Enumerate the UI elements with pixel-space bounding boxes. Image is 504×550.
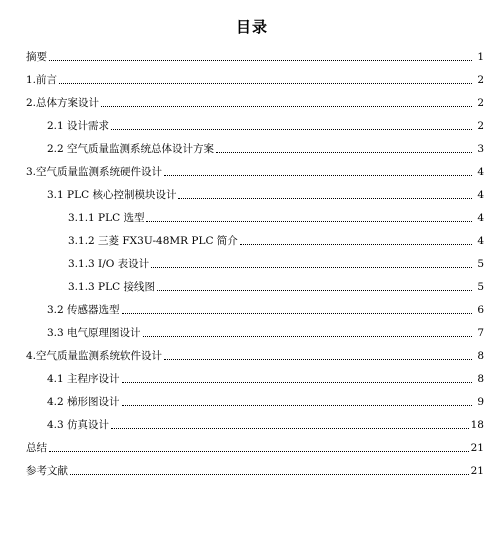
toc-entry[interactable] <box>47 391 484 409</box>
toc-entry-text: 4.3 仿真设计 <box>47 419 110 431</box>
toc-entry-page: 7 <box>477 327 484 339</box>
toc-entry[interactable] <box>26 161 484 179</box>
toc-entry-page: 8 <box>477 373 484 385</box>
toc-entry-page: 2 <box>477 97 484 109</box>
toc-entry[interactable] <box>68 230 484 248</box>
toc-entry-text: 2.2 空气质量监测系统总体设计方案 <box>47 143 215 155</box>
toc-entry[interactable] <box>68 276 484 294</box>
toc-entry[interactable] <box>47 138 484 156</box>
toc-entry-page: 1 <box>477 51 484 63</box>
toc-entry-text: 4.2 梯形图设计 <box>47 396 120 408</box>
toc-entry-text: 3.空气质量监测系统硬件设计 <box>26 166 163 178</box>
toc-entry-text: 3.1 PLC 核心控制模块设计 <box>47 189 177 201</box>
toc-entry-text: 参考文献 <box>26 465 68 477</box>
toc-dot-leader <box>151 267 472 268</box>
toc-entry[interactable] <box>68 253 484 271</box>
toc-entry-page: 21 <box>470 465 484 477</box>
toc-dot-leader <box>122 382 472 383</box>
toc-dot-leader <box>122 405 472 406</box>
toc-dot-leader <box>111 129 472 130</box>
toc-dot-leader <box>49 451 469 452</box>
toc-entry-text: 2.总体方案设计 <box>26 97 100 109</box>
toc-entry-page: 2 <box>477 120 484 132</box>
toc-entry-page: 3 <box>477 143 484 155</box>
toc-entry-page: 8 <box>477 350 484 362</box>
toc-entry[interactable] <box>47 184 484 202</box>
toc-entry-text: 3.2 传感器选型 <box>47 304 120 316</box>
toc-entry-text: 3.3 电气原理图设计 <box>47 327 141 339</box>
toc-dot-leader <box>101 106 472 107</box>
toc-entry-text: 3.1.3 I/O 表设计 <box>68 258 150 270</box>
toc-dot-leader <box>240 244 472 245</box>
toc-entry-text: 4.空气质量监测系统软件设计 <box>26 350 163 362</box>
toc-entry-page: 5 <box>477 258 484 270</box>
toc-entry[interactable] <box>26 92 484 110</box>
toc-dot-leader <box>178 198 472 199</box>
toc-dot-leader <box>49 60 472 61</box>
toc-entry[interactable] <box>26 46 484 64</box>
toc-entry[interactable] <box>47 322 484 340</box>
toc-dot-leader <box>164 175 472 176</box>
toc-entry-page: 2 <box>477 74 484 86</box>
toc-entry[interactable] <box>47 414 484 432</box>
toc-entry-text: 摘要 <box>26 51 47 63</box>
toc-entry-text: 总结 <box>26 442 47 454</box>
toc-entry-page: 4 <box>477 235 484 247</box>
toc-entry-text: 3.1.2 三菱 FX3U-48MR PLC 简介 <box>68 235 238 247</box>
toc-entry-page: 18 <box>470 419 484 431</box>
toc-dot-leader <box>157 290 472 291</box>
toc-entry[interactable] <box>26 437 484 455</box>
toc-entry-page: 9 <box>477 396 484 408</box>
toc-entry[interactable] <box>68 207 484 225</box>
toc-entry[interactable] <box>26 345 484 363</box>
toc-entry-page: 21 <box>470 442 484 454</box>
toc-dot-leader <box>70 474 469 475</box>
toc-dot-leader <box>122 313 472 314</box>
toc-dot-leader <box>143 336 472 337</box>
toc-dot-leader <box>146 221 472 222</box>
toc-entry[interactable] <box>47 299 484 317</box>
toc-entry[interactable] <box>26 460 484 478</box>
toc-dot-leader <box>216 152 472 153</box>
toc-dot-leader <box>164 359 472 360</box>
toc-entry-text: 3.1.3 PLC 接线图 <box>68 281 155 293</box>
toc-title: 目录 <box>235 18 268 36</box>
toc-entry-page: 4 <box>477 212 484 224</box>
toc-entry-page: 6 <box>477 304 484 316</box>
toc-entry[interactable] <box>26 69 484 87</box>
toc-entry-text: 2.1 设计需求 <box>47 120 110 132</box>
toc-entry-text: 3.1.1 PLC 选型 <box>68 212 145 224</box>
toc-entry[interactable] <box>47 115 484 133</box>
toc-entry-text: 1.前言 <box>26 74 58 86</box>
toc-dot-leader <box>111 428 469 429</box>
toc-dot-leader <box>59 83 472 84</box>
toc-entry-text: 4.1 主程序设计 <box>47 373 120 385</box>
toc-entry-page: 4 <box>477 166 484 178</box>
toc-entry-page: 5 <box>477 281 484 293</box>
toc-entry-page: 4 <box>477 189 484 201</box>
toc-entry[interactable] <box>47 368 484 386</box>
